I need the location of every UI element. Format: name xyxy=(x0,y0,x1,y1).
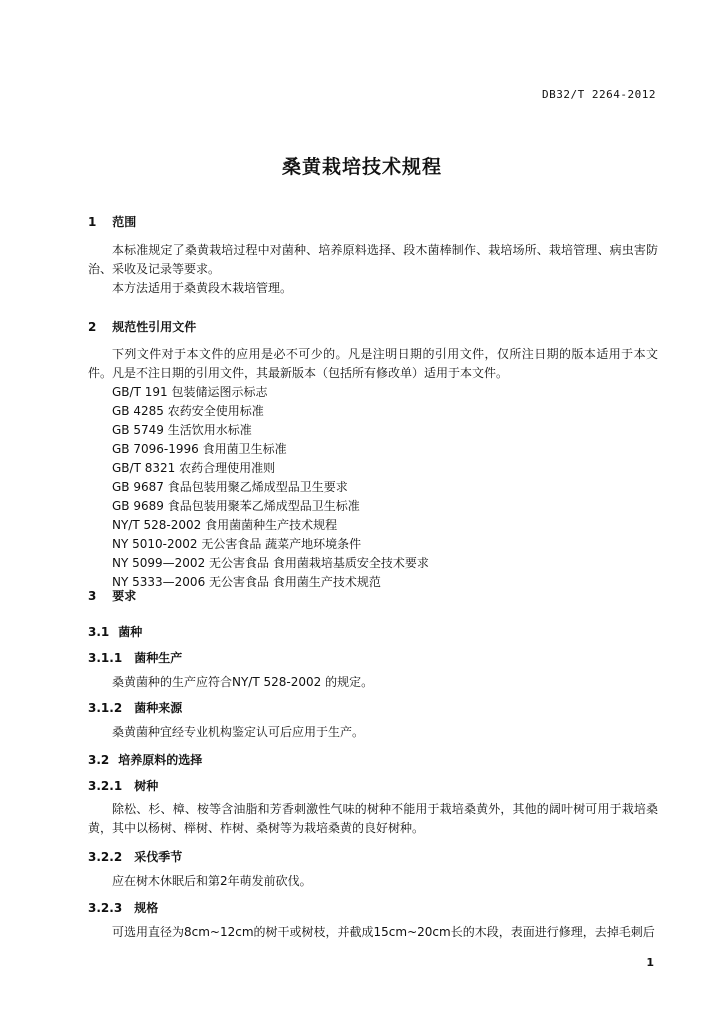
section-1-paragraph-1: 本标准规定了桑黄栽培过程中对菌种、培养原料选择、段木菌棒制作、栽培场所、栽培管理、病虫害防治、采收及记录等要求。 xyxy=(88,243,658,276)
section-title: 菌种 xyxy=(118,625,143,639)
section-number: 3.2.3 xyxy=(88,901,123,915)
section-3-2-2-heading xyxy=(88,848,182,865)
section-number: 3 xyxy=(88,589,97,603)
section-title: 树种 xyxy=(134,779,159,793)
reference-item: GB 5749 生活饮用水标准 xyxy=(112,423,252,437)
section-3-1-1-heading xyxy=(88,649,182,666)
reference-item: NY 5333—2006 无公害食品 食用菌生产技术规范 xyxy=(112,575,381,589)
document-number: DB32/T 2264-2012 xyxy=(542,88,656,101)
reference-list xyxy=(112,383,429,592)
page-number: 1 xyxy=(646,956,654,969)
section-number: 1 xyxy=(88,215,97,229)
section-3-1-heading xyxy=(88,623,142,640)
reference-item: GB 7096-1996 食用菌卫生标准 xyxy=(112,442,287,456)
section-3-2-2-text: 应在树木休眠后和第2年萌发前砍伐。 xyxy=(112,874,312,888)
reference-item: GB/T 191 包装储运图示标志 xyxy=(112,385,268,399)
section-title: 菌种生产 xyxy=(134,651,183,665)
section-3-1-2-heading xyxy=(88,699,182,716)
section-number: 3.2 xyxy=(88,753,110,767)
section-3-2-1-heading xyxy=(88,777,158,794)
section-number: 2 xyxy=(88,320,97,334)
section-3-heading xyxy=(88,587,136,604)
section-title: 采伐季节 xyxy=(134,850,183,864)
section-title: 规格 xyxy=(134,901,159,915)
reference-item: GB 4285 农药安全使用标准 xyxy=(112,404,264,418)
section-title: 规范性引用文件 xyxy=(112,320,197,334)
reference-item: NY 5099—2002 无公害食品 食用菌栽培基质安全技术要求 xyxy=(112,556,429,570)
section-title: 要求 xyxy=(112,589,137,603)
reference-item: GB/T 8321 农药合理使用准则 xyxy=(112,461,276,475)
reference-item: GB 9687 食品包装用聚乙烯成型品卫生要求 xyxy=(112,480,348,494)
section-2-paragraph: 下列文件对于本文件的应用是必不可少的。凡是注明日期的引用文件，仅所注日期的版本适用于本文件。凡是不注日期的引用文件，其最新版本（包括所有修改单）适用于本文件。 xyxy=(88,347,658,380)
section-number: 3.2.1 xyxy=(88,779,123,793)
section-number: 3.1 xyxy=(88,625,110,639)
section-1-paragraph-2: 本方法适用于桑黄段木栽培管理。 xyxy=(112,281,293,295)
section-number: 3.2.2 xyxy=(88,850,123,864)
section-title: 培养原料的选择 xyxy=(118,753,203,767)
section-title: 菌种来源 xyxy=(134,701,183,715)
page-title: 桑黄栽培技术规程 xyxy=(281,156,442,178)
section-3-2-1-text: 除松、杉、樟、桉等含油脂和芳香刺激性气味的树种不能用于栽培桑黄外，其他的阔叶树可用于栽培桑黄，其中以杨树、榉树、柞树、桑树等为栽培桑黄的良好树种。 xyxy=(88,802,658,835)
section-1-heading xyxy=(88,213,136,230)
section-3-2-heading xyxy=(88,751,202,768)
section-3-1-2-text: 桑黄菌种宜经专业机构鉴定认可后应用于生产。 xyxy=(112,725,365,739)
reference-item: NY 5010-2002 无公害食品 蔬菜产地环境条件 xyxy=(112,537,362,551)
section-number: 3.1.1 xyxy=(88,651,123,665)
section-3-2-3-heading xyxy=(88,899,158,916)
section-title: 范围 xyxy=(112,215,137,229)
reference-item: NY/T 528-2002 食用菌菌种生产技术规程 xyxy=(112,518,338,532)
section-number: 3.1.2 xyxy=(88,701,123,715)
section-3-2-3-text: 可选用直径为8cm~12cm的树干或树枝，并截成15cm~20cm长的木段，表面进行修理，去掉毛刺后 xyxy=(112,925,655,939)
reference-item: GB 9689 食品包装用聚苯乙烯成型品卫生标准 xyxy=(112,499,360,513)
section-2-heading xyxy=(88,318,196,335)
section-3-1-1-text: 桑黄菌种的生产应符合NY/T 528-2002 的规定。 xyxy=(112,675,374,689)
